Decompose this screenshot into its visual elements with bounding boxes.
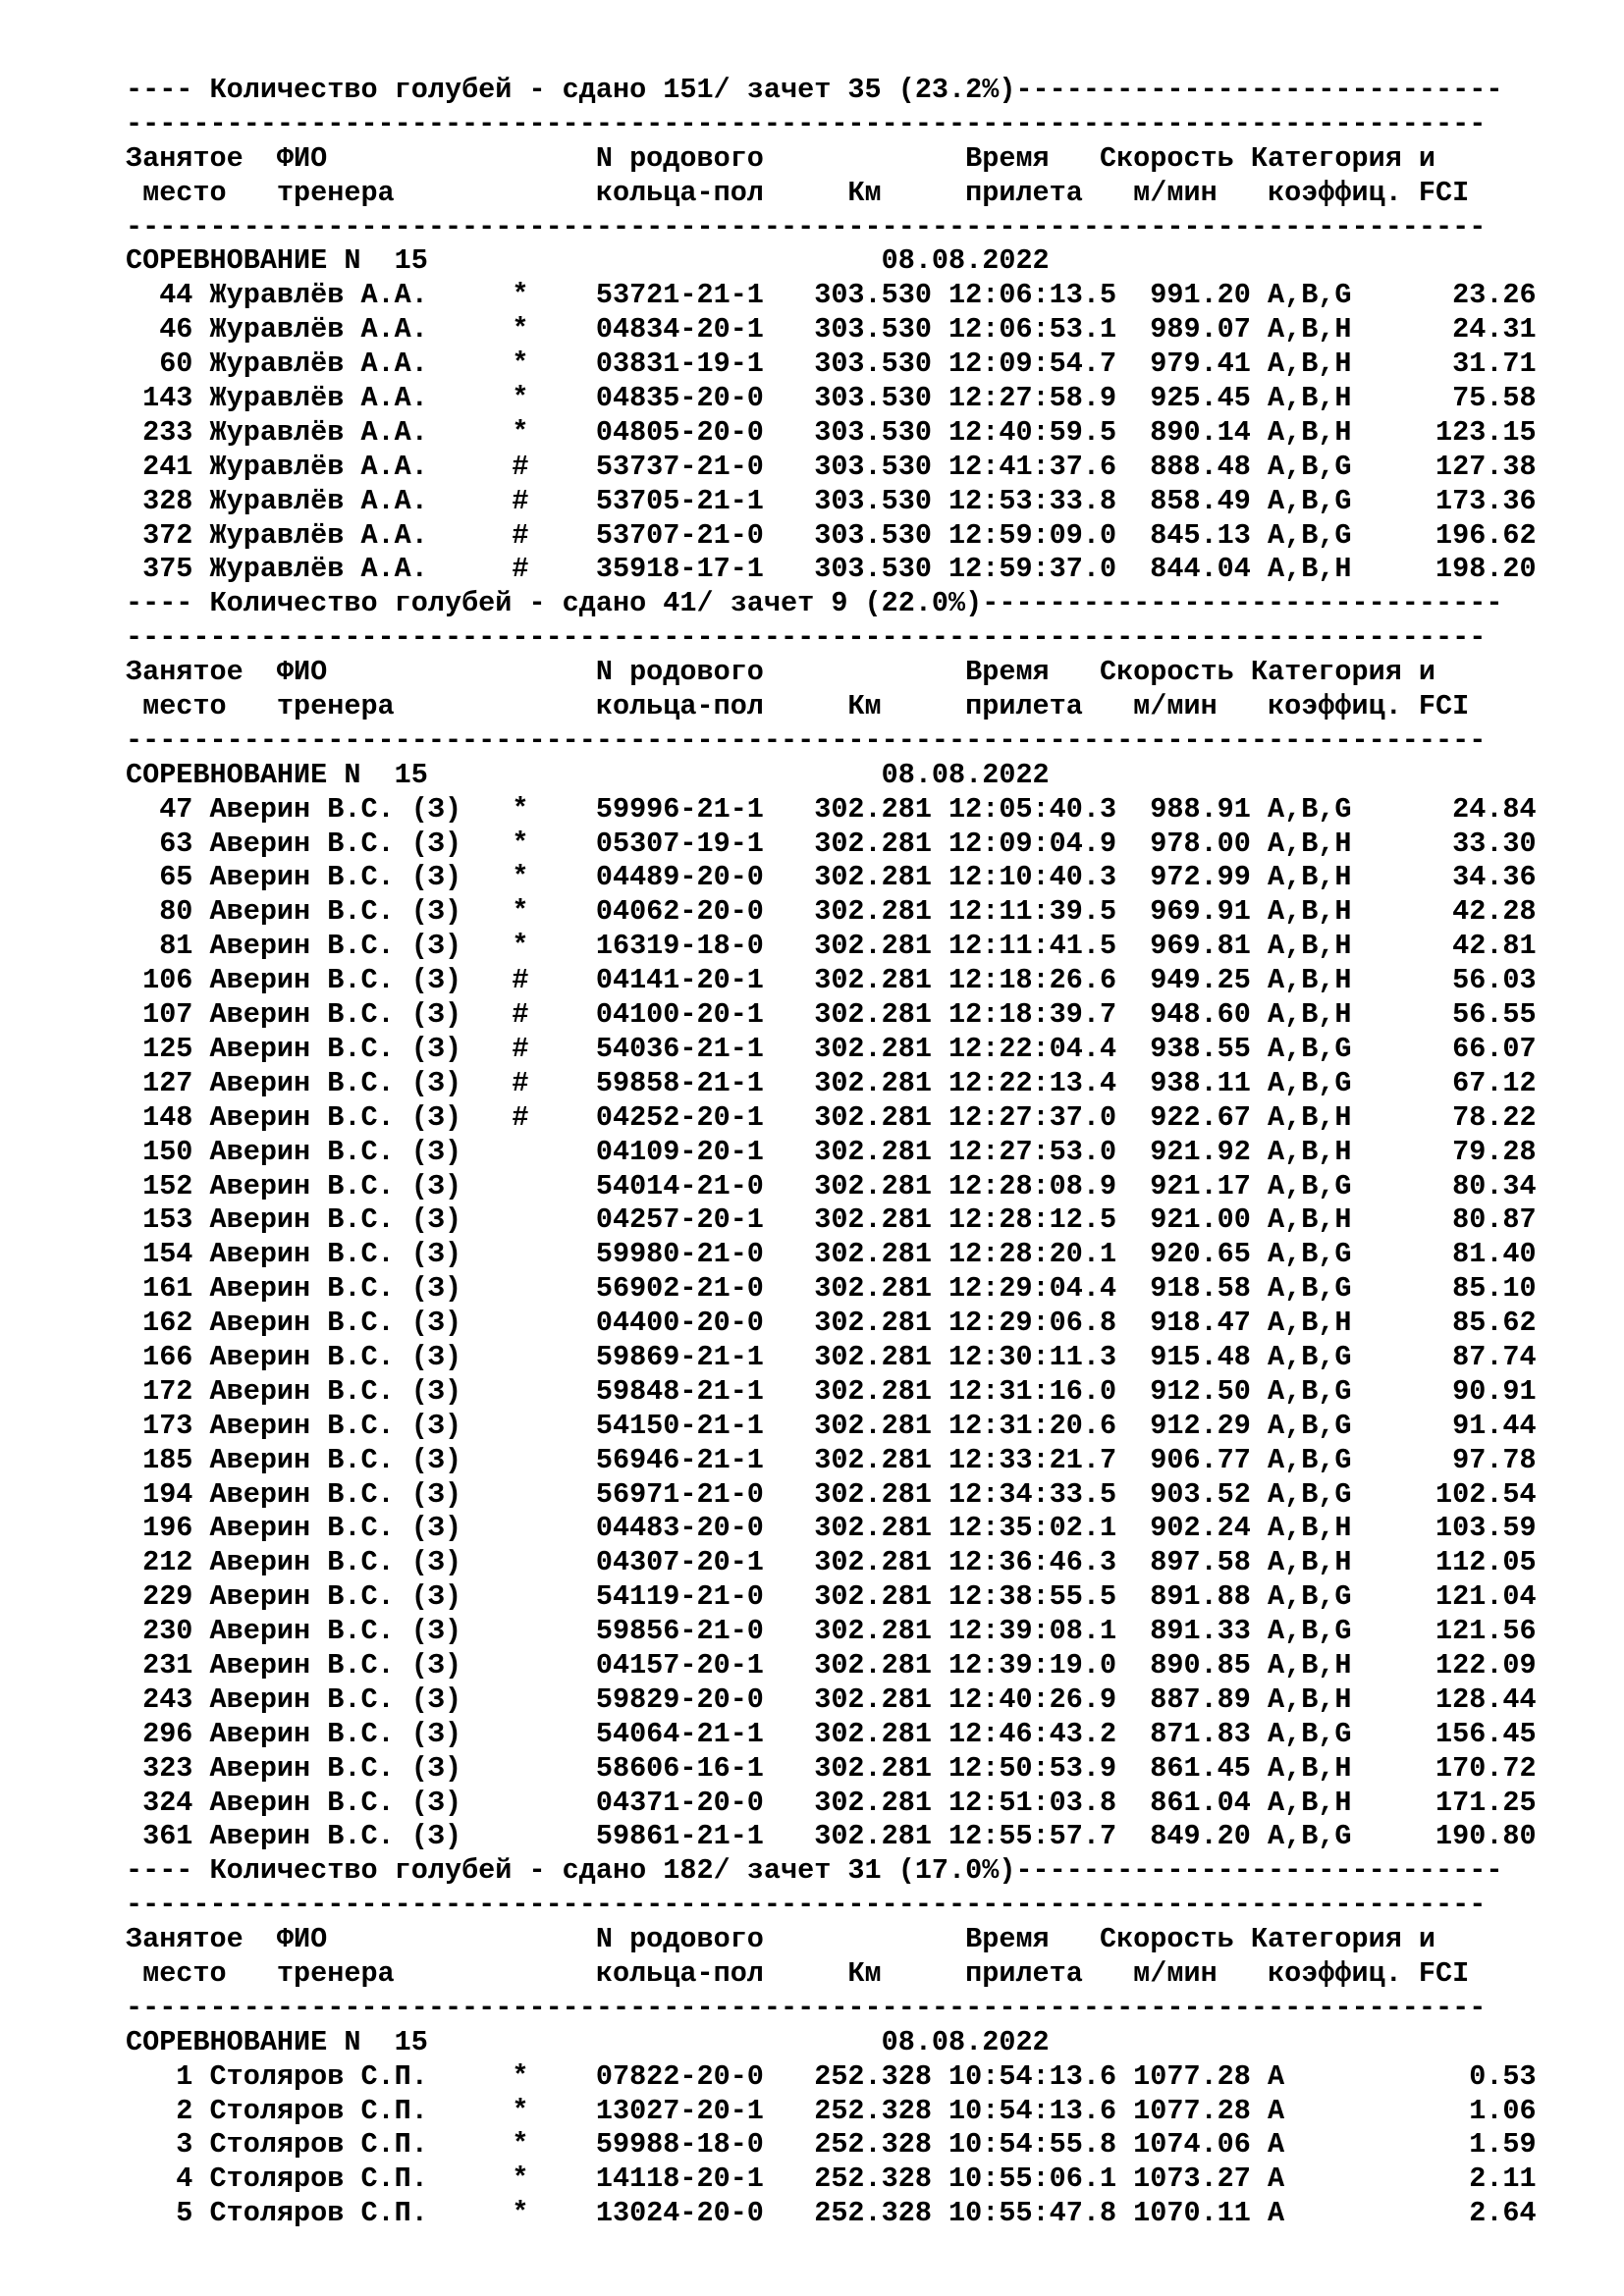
result-row: 161 Аверин В.С. (З) 56902-21-0 302.281 12:29:04.4 918.58 A,B,G 85.10 (126, 1272, 1537, 1306)
result-row: 143 Журавлёв А.А. * 04835-20-0 303.530 12:27:58.9 925.45 A,B,H 75.58 (126, 382, 1537, 415)
separator-line: --------------------------------------------------------------------------------- (126, 1991, 1487, 2024)
result-row: 328 Журавлёв А.А. # 53705-21-1 303.530 12:53:33.8 858.49 A,B,G 173.36 (126, 484, 1537, 517)
result-row: 127 Аверин В.С. (З) # 59858-21-1 302.281 12:22:13.4 938.11 A,B,G 67.12 (126, 1066, 1537, 1099)
result-row: 230 Аверин В.С. (З) 59856-21-0 302.281 12:39:08.1 891.33 A,B,G 121.56 (126, 1615, 1537, 1648)
competition-line: СОРЕВНОВАНИЕ N 15 08.08.2022 (126, 2025, 1050, 2058)
result-row: 107 Аверин В.С. (З) # 04100-20-1 302.281 12:18:39.7 948.60 A,B,H 56.55 (126, 998, 1537, 1032)
column-header-line: место тренера кольца-пол Км прилета м/мин коэффиц. FCI (126, 690, 1470, 723)
result-row: 152 Аверин В.С. (З) 54014-21-0 302.281 12:28:08.9 921.17 A,B,G 80.34 (126, 1169, 1537, 1202)
result-row: 241 Журавлёв А.А. # 53737-21-0 303.530 12:41:37.6 888.48 A,B,G 127.38 (126, 450, 1537, 483)
column-header-line: Занятое ФИО N родового Время Скорость Категория и (126, 1923, 1436, 1956)
separator-line: --------------------------------------------------------------------------------- (126, 107, 1487, 140)
competition-line: СОРЕВНОВАНИЕ N 15 08.08.2022 (126, 244, 1050, 278)
result-row: 212 Аверин В.С. (З) 04307-20-1 302.281 12:36:46.3 897.58 A,B,H 112.05 (126, 1546, 1537, 1579)
result-row: 44 Журавлёв А.А. * 53721-21-1 303.530 12:06:13.5 991.20 A,B,G 23.26 (126, 279, 1537, 312)
result-row: 233 Журавлёв А.А. * 04805-20-0 303.530 12:40:59.5 890.14 A,B,H 123.15 (126, 415, 1537, 449)
result-row: 196 Аверин В.С. (З) 04483-20-0 302.281 12:35:02.1 902.24 A,B,H 103.59 (126, 1512, 1537, 1545)
result-row: 172 Аверин В.С. (З) 59848-21-1 302.281 12:31:16.0 912.50 A,B,G 90.91 (126, 1374, 1537, 1408)
column-header-line: место тренера кольца-пол Км прилета м/мин коэффиц. FCI (126, 176, 1470, 209)
result-row: 166 Аверин В.С. (З) 59869-21-1 302.281 12:30:11.3 915.48 A,B,G 87.74 (126, 1340, 1537, 1373)
result-row: 47 Аверин В.С. (З) * 59996-21-1 302.281 12:05:40.3 988.91 A,B,G 24.84 (126, 792, 1537, 826)
result-row: 162 Аверин В.С. (З) 04400-20-0 302.281 12:29:06.8 918.47 A,B,H 85.62 (126, 1307, 1537, 1340)
result-row: 153 Аверин В.С. (З) 04257-20-1 302.281 12:28:12.5 921.00 A,B,H 80.87 (126, 1203, 1537, 1237)
result-row: 375 Журавлёв А.А. # 35918-17-1 303.530 12:59:37.0 844.04 A,B,H 198.20 (126, 553, 1537, 586)
column-header-line: Занятое ФИО N родового Время Скорость Категория и (126, 141, 1436, 175)
result-row: 60 Журавлёв А.А. * 03831-19-1 303.530 12:09:54.7 979.41 A,B,H 31.71 (126, 347, 1537, 381)
summary-line: ---- Количество голубей - сдано 41/ зачет 9 (22.0%)------------------------------- (126, 587, 1503, 620)
competition-line: СОРЕВНОВАНИЕ N 15 08.08.2022 (126, 758, 1050, 791)
separator-line: --------------------------------------------------------------------------------- (126, 723, 1487, 757)
result-row: 194 Аверин В.С. (З) 56971-21-0 302.281 12:34:33.5 903.52 A,B,G 102.54 (126, 1477, 1537, 1511)
column-header-line: место тренера кольца-пол Км прилета м/мин коэффиц. FCI (126, 1956, 1470, 1990)
result-row: 4 Столяров С.П. * 14118-20-1 252.328 10:55:06.1 1073.27 A 2.11 (126, 2163, 1537, 2196)
result-row: 106 Аверин В.С. (З) # 04141-20-1 302.281 12:18:26.6 949.25 A,B,H 56.03 (126, 964, 1537, 997)
result-row: 173 Аверин В.С. (З) 54150-21-1 302.281 12:31:20.6 912.29 A,B,G 91.44 (126, 1409, 1537, 1442)
result-row: 154 Аверин В.С. (З) 59980-21-0 302.281 12:28:20.1 920.65 A,B,G 81.40 (126, 1238, 1537, 1271)
result-row: 125 Аверин В.С. (З) # 54036-21-1 302.281 12:22:04.4 938.55 A,B,G 66.07 (126, 1032, 1537, 1065)
column-header-line: Занятое ФИО N родового Время Скорость Категория и (126, 656, 1436, 689)
result-row: 148 Аверин В.С. (З) # 04252-20-1 302.281 12:27:37.0 922.67 A,B,H 78.22 (126, 1100, 1537, 1134)
summary-line: ---- Количество голубей - сдано 151/ зачет 35 (23.2%)----------------------------- (126, 74, 1503, 106)
separator-line: --------------------------------------------------------------------------------- (126, 210, 1487, 243)
result-row: 3 Столяров С.П. * 59988-18-0 252.328 10:54:55.8 1074.06 A 1.59 (126, 2128, 1537, 2162)
result-row: 65 Аверин В.С. (З) * 04489-20-0 302.281 12:10:40.3 972.99 A,B,H 34.36 (126, 861, 1537, 894)
result-row: 361 Аверин В.С. (З) 59861-21-1 302.281 12:55:57.7 849.20 A,B,G 190.80 (126, 1820, 1537, 1853)
result-row: 243 Аверин В.С. (З) 59829-20-0 302.281 12:40:26.9 887.89 A,B,H 128.44 (126, 1682, 1537, 1716)
result-row: 80 Аверин В.С. (З) * 04062-20-0 302.281 12:11:39.5 969.91 A,B,H 42.28 (126, 895, 1537, 929)
result-row: 323 Аверин В.С. (З) 58606-16-1 302.281 12:50:53.9 861.45 A,B,H 170.72 (126, 1751, 1537, 1785)
result-row: 185 Аверин В.С. (З) 56946-21-1 302.281 12:33:21.7 906.77 A,B,G 97.78 (126, 1443, 1537, 1476)
result-row: 229 Аверин В.С. (З) 54119-21-0 302.281 12:38:55.5 891.88 A,B,G 121.04 (126, 1580, 1537, 1614)
result-row: 372 Журавлёв А.А. # 53707-21-0 303.530 12:59:09.0 845.13 A,B,G 196.62 (126, 518, 1537, 552)
report-page (126, 74, 1598, 2231)
result-row: 5 Столяров С.П. * 13024-20-0 252.328 10:55:47.8 1070.11 A 2.64 (126, 2197, 1537, 2230)
result-row: 231 Аверин В.С. (З) 04157-20-1 302.281 12:39:19.0 890.85 A,B,H 122.09 (126, 1648, 1537, 1682)
separator-line: --------------------------------------------------------------------------------- (126, 1889, 1487, 1922)
result-row: 63 Аверин В.С. (З) * 05307-19-1 302.281 12:09:04.9 978.00 A,B,H 33.30 (126, 827, 1537, 860)
result-row: 46 Журавлёв А.А. * 04834-20-1 303.530 12:06:53.1 989.07 A,B,H 24.31 (126, 313, 1537, 347)
result-row: 2 Столяров С.П. * 13027-20-1 252.328 10:54:13.6 1077.28 A 1.06 (126, 2094, 1537, 2127)
summary-line: ---- Количество голубей - сдано 182/ зачет 31 (17.0%)----------------------------- (126, 1854, 1503, 1888)
result-row: 296 Аверин В.С. (З) 54064-21-1 302.281 12:46:43.2 871.83 A,B,G 156.45 (126, 1717, 1537, 1750)
result-row: 150 Аверин В.С. (З) 04109-20-1 302.281 12:27:53.0 921.92 A,B,H 79.28 (126, 1135, 1537, 1168)
result-row: 324 Аверин В.С. (З) 04371-20-0 302.281 12:51:03.8 861.04 A,B,H 171.25 (126, 1786, 1537, 1819)
result-row: 1 Столяров С.П. * 07822-20-0 252.328 10:54:13.6 1077.28 A 0.53 (126, 2059, 1537, 2093)
result-row: 81 Аверин В.С. (З) * 16319-18-0 302.281 12:11:41.5 969.81 A,B,H 42.81 (126, 930, 1537, 963)
separator-line: --------------------------------------------------------------------------------- (126, 621, 1487, 655)
